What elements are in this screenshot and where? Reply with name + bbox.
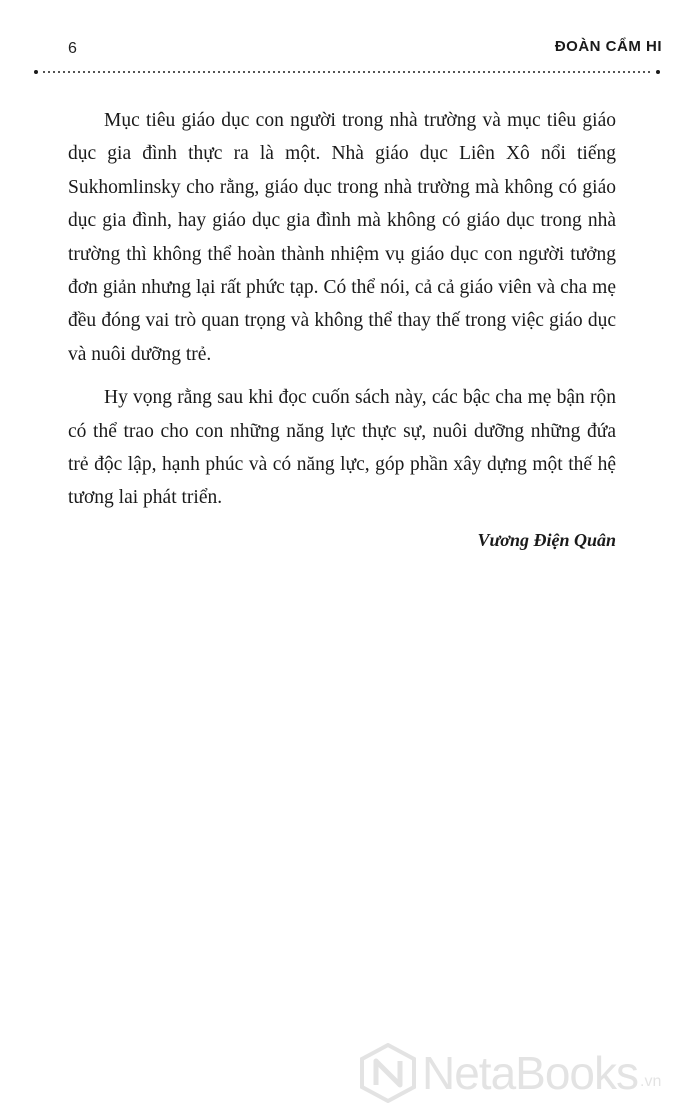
page-number: 6 bbox=[68, 40, 77, 57]
watermark-suffix: .vn bbox=[640, 1073, 662, 1090]
running-head: ĐOÀN CẨM HI bbox=[554, 38, 662, 55]
netabooks-logo-icon bbox=[360, 1043, 416, 1103]
paragraph-1: Mục tiêu giáo dục con người trong nhà trường và mục tiêu giáo dục gia đình thực ra là một. Nhà giáo dục Liên Xô nổi tiếng Sukhomlinsky cho rằng, giáo dục trong nhà trường mà không có giáo dục gia đình, hay giáo dục gia đình mà không có giáo dục trong nhà trường thì không thể hoàn thành nhiệm vụ giáo dục con người tưởng đơn giản nhưng lại rất phức tạp. Có thể nói, cả cả giáo viên và cha mẹ đều đóng vai trò quan trọng và không thể thay thế trong việc giáo dục và nuôi dưỡng trẻ. bbox=[68, 110, 616, 365]
body-text bbox=[68, 104, 616, 525]
author-signature: Vương Điện Quân bbox=[477, 530, 616, 550]
header-rule bbox=[34, 70, 660, 74]
watermark-brand: NetaBooks bbox=[422, 1047, 639, 1099]
watermark bbox=[360, 1038, 690, 1108]
paragraph-2: Hy vọng rằng sau khi đọc cuốn sách này, các bậc cha mẹ bận rộn có thể trao cho con những năng lực thực sự, nuôi dưỡng những đứa trẻ độc lập, hạnh phúc và có năng lực, góp phần xây dựng một thế hệ tương lai phát triển. bbox=[68, 387, 616, 509]
